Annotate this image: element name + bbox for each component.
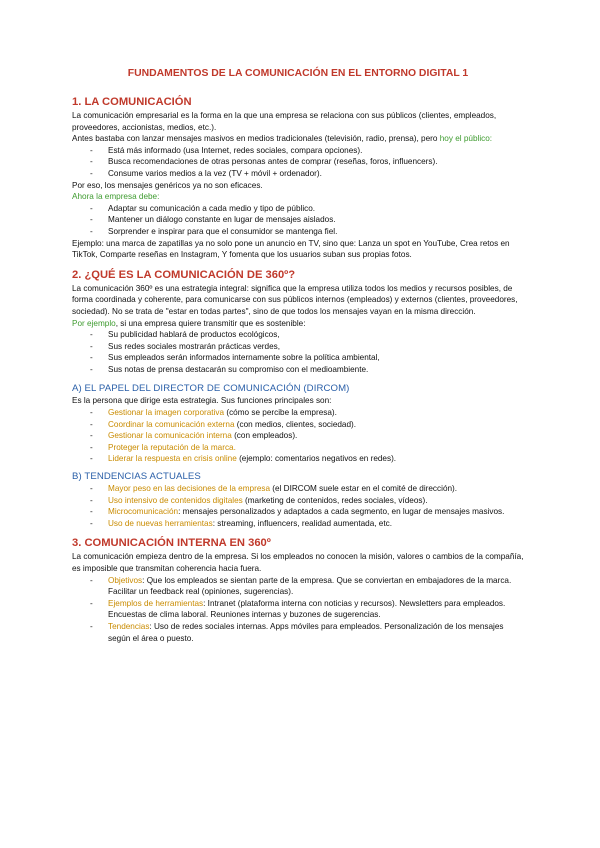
list-item-text: : mensajes personalizados y adaptados a cada segmento, en lugar de mensajes masivos.	[178, 507, 505, 517]
list-item	[90, 621, 524, 644]
list-item	[90, 575, 524, 598]
list-item-highlight: Uso intensivo de contenidos digitales	[108, 495, 243, 505]
list-item	[90, 419, 524, 431]
list-item-highlight: Objetivos	[108, 575, 143, 585]
list-item: - Sorprender e inspirar para que el consumidor se mantenga fiel.	[90, 226, 524, 238]
s2-p2-text: , si una empresa quiere transmitir que es sostenible:	[115, 318, 306, 328]
list-item	[90, 598, 524, 621]
list-item: - Mantener un diálogo constante en lugar de mensajes aislados.	[90, 214, 524, 226]
list-item-text: (con medios, clientes, sociedad).	[234, 419, 357, 429]
list-item: - Está más informado (usa Internet, redes sociales, compara opciones).	[90, 145, 524, 157]
list-item	[90, 483, 524, 495]
list-item-highlight: Liderar la respuesta en crisis online	[108, 454, 237, 464]
list-item-highlight: Ejemplos de herramientas	[108, 598, 204, 608]
list-item-highlight: Tendencias	[108, 621, 150, 631]
list-item-text: (ejemplo: comentarios negativos en redes).	[236, 454, 397, 464]
s1-list-2	[72, 203, 524, 238]
list-item	[90, 518, 524, 530]
list-item: - Adaptar su comunicación a cada medio y tipo de público.	[90, 203, 524, 215]
s2-paragraph-1: La comunicación 360º es una estrategia integral: significa que la empresa utiliza todos los medios y recursos posibles, de forma coordinada y coherente, para comunicarse con sus públicos internos (empleados) y externos (clientes, proveedores, sociedad). No se trata de "estar en todas partes", sino de que todos los mensajes vayan en la misma dirección.	[72, 283, 518, 316]
list-item-text: : Intranet (plataforma interna con noticias y recursos). Newsletters para empleados. Encuestas de clima laboral. Reuniones internas y buzones de sugerencias.	[108, 598, 506, 620]
section-1-heading: 1. LA COMUNICACIÓN	[72, 96, 192, 108]
s1-paragraph-5: Ejemplo: una marca de zapatillas ya no solo pone un anuncio en TV, sino que: Lanza un spot en YouTube, Crea retos en TikTok, Comparte reseñas en Instagram, Y fomenta que los usuarios suban sus propias fotos.	[72, 238, 510, 260]
s1-p2-text: Antes bastaba con lanzar mensajes masivos en medios tradicionales (televisión, radio, prensa), pero	[72, 134, 440, 144]
s1-paragraph-2	[72, 133, 524, 145]
list-item-text: (marketing de contenidos, redes sociales, vídeos).	[242, 495, 428, 505]
list-item-highlight: Mayor peso en las decisiones de la empresa	[108, 484, 271, 494]
list-item: - Sus notas de prensa destacarán su compromiso con el medioambiente.	[90, 364, 524, 376]
sB-list	[72, 483, 524, 529]
document-title: FUNDAMENTOS DE LA COMUNICACIÓN EN EL ENTORNO DIGITAL 1	[127, 68, 469, 79]
list-item	[90, 430, 524, 442]
list-item	[90, 453, 524, 465]
list-item: - Su publicidad hablará de productos ecológicos,	[90, 329, 524, 341]
list-item-text: (el DIRCOM suele estar en el comité de dirección).	[270, 484, 458, 494]
s2-paragraph-2	[72, 318, 524, 330]
list-item-text: : Uso de redes sociales internas. Apps móviles para empleados. Personalización de los mensajes según el área o puesto.	[108, 621, 504, 643]
list-item: - Busca recomendaciones de otras personas antes de comprar (reseñas, foros, influencers).	[90, 156, 524, 168]
list-item	[90, 407, 524, 419]
list-item-text: : streaming, influencers, realidad aumentada, etc.	[212, 518, 393, 528]
s1-paragraph-1: La comunicación empresarial es la forma en la que una empresa se relaciona con sus públicos (clientes, empleados, proveedores, accionistas, medios, etc.).	[72, 111, 497, 132]
list-item-highlight: Proteger la reputación de la marca.	[108, 442, 236, 452]
list-item: - Consume varios medios a la vez (TV + móvil + ordenador).	[90, 168, 524, 180]
s1-p2-highlight: hoy el público:	[439, 134, 493, 144]
list-item-highlight: Microcomunicación	[108, 507, 179, 517]
s1-list-1	[72, 145, 524, 180]
section-2-heading: 2. ¿QUÉ ES LA COMUNICACIÓN DE 360º?	[72, 268, 296, 281]
list-item: - Sus redes sociales mostrarán prácticas verdes,	[90, 341, 524, 353]
subsection-a-heading: A) EL PAPEL DEL DIRECTOR DE COMUNICACIÓN (DIRCOM)	[72, 383, 350, 395]
s1-paragraph-3: Por eso, los mensajes genéricos ya no son eficaces.	[72, 180, 263, 190]
list-item	[90, 506, 524, 518]
sA-paragraph-1: Es la persona que dirige esta estrategia. Sus funciones principales son:	[72, 396, 332, 406]
list-item-highlight: Gestionar la comunicación interna	[108, 431, 232, 441]
list-item-highlight: Gestionar la imagen corporativa	[108, 408, 225, 418]
list-item	[90, 442, 524, 454]
s3-list	[72, 575, 524, 645]
s2-list	[72, 329, 524, 375]
s2-p2-highlight: Por ejemplo	[72, 318, 116, 328]
section-3-heading: 3. COMUNICACIÓN INTERNA EN 360º	[72, 537, 271, 550]
list-item-text: (cómo se percibe la empresa).	[224, 408, 337, 418]
list-item-text: : Que los empleados se sientan parte de la empresa. Que se conviertan en embajadores de la marca. Facilitar un feedback real (opiniones, sugerencias).	[108, 575, 512, 597]
list-item-text: (con empleados).	[231, 431, 298, 441]
list-item-highlight: Coordinar la comunicación externa	[108, 419, 235, 429]
list-item	[90, 495, 524, 507]
list-item: - Sus empleados serán informados internamente sobre la política ambiental,	[90, 352, 524, 364]
sA-list	[72, 407, 524, 465]
list-item-highlight: Uso de nuevas herramientas	[108, 518, 213, 528]
s1-paragraph-4: Ahora la empresa debe:	[72, 192, 160, 202]
s3-paragraph-1: La comunicación empieza dentro de la empresa. Si los empleados no conocen la misión, valores o cambios de la compañía, es imposible que transmitan coherencia hacia fuera.	[72, 552, 524, 573]
subsection-b-heading: B) TENDENCIAS ACTUALES	[72, 471, 201, 483]
